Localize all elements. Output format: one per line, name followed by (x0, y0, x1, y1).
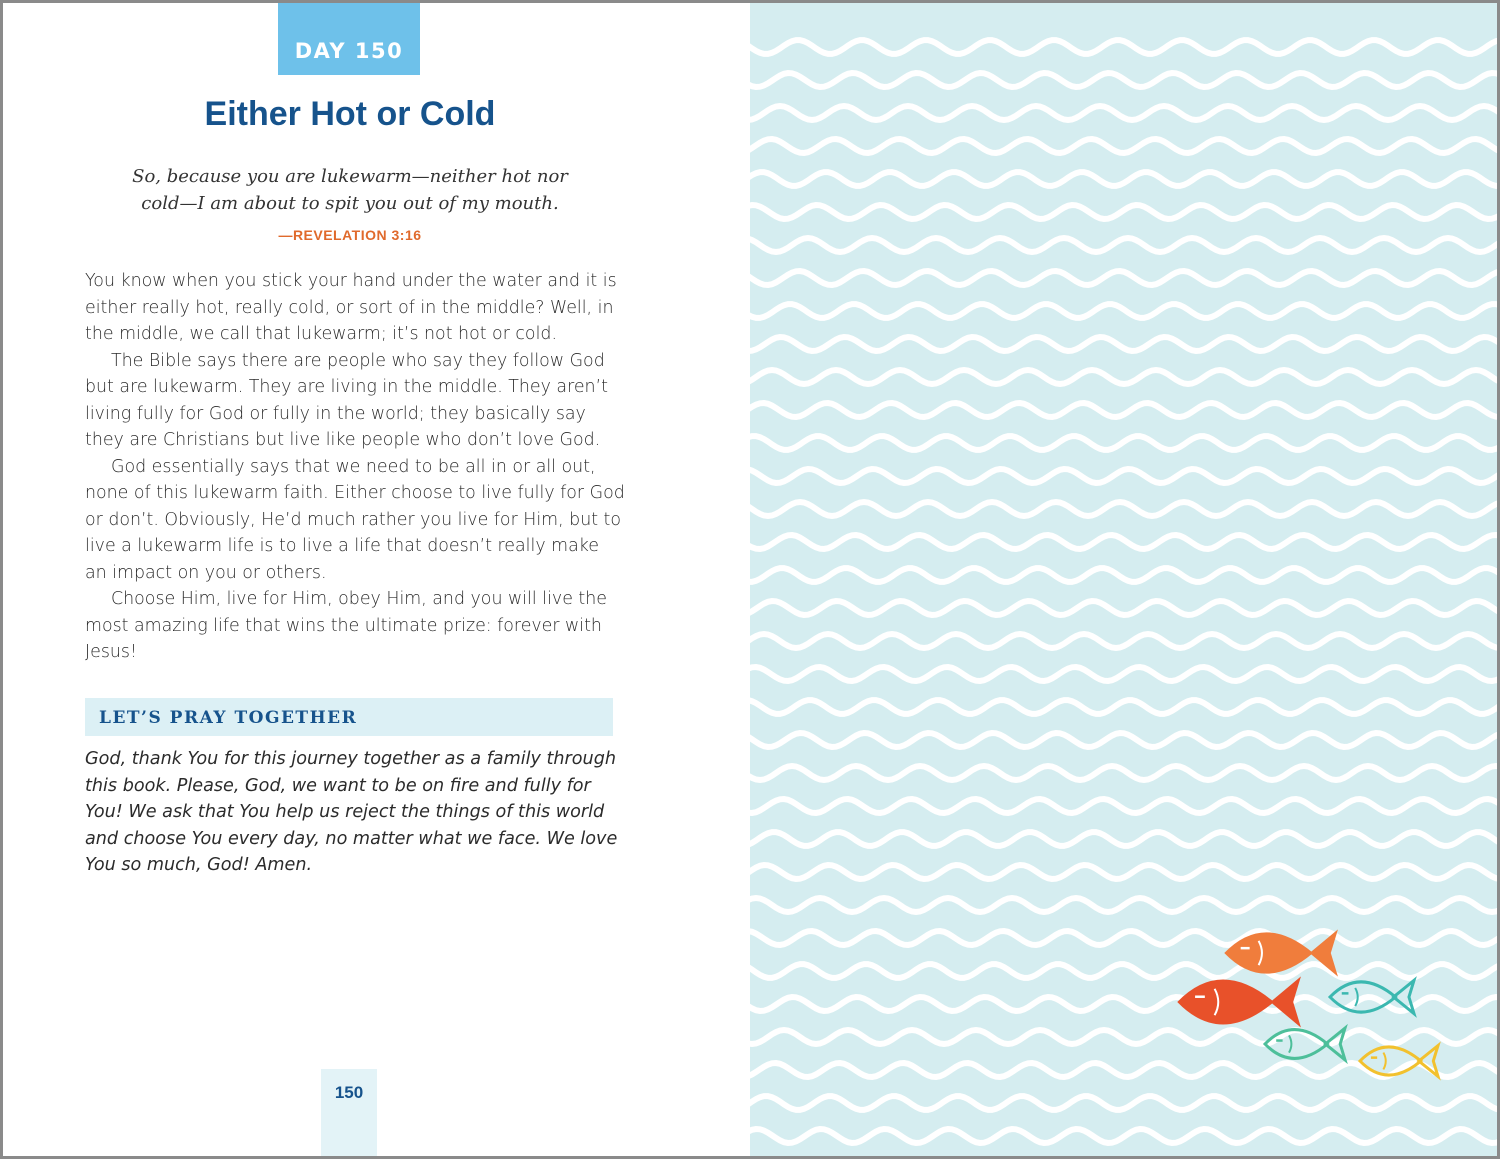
day-tab (278, 3, 420, 75)
prayer-heading-bar (85, 698, 613, 736)
wave-line (750, 73, 1497, 87)
page-number: 150 (334, 1083, 364, 1102)
wave-line (750, 832, 1497, 846)
prayer-heading: LET’S PRAY TOGETHER (99, 708, 358, 728)
wave-line (750, 106, 1497, 120)
wave-line (750, 238, 1497, 252)
day-label: DAY 150 (294, 39, 404, 63)
body-paragraph-3: God essentially says that we need to be all in or all out, none of this lukewarm faith. Either choose to live fully for God or don’t. Obviously, He’d much rather you live for Him, but to live a lukewarm life is to live a life that doesn’t really make an impact on you or others. (85, 456, 625, 583)
devotional-body (85, 268, 625, 666)
wave-line (750, 1096, 1497, 1110)
wave-line (750, 634, 1497, 648)
wave-line (750, 1129, 1497, 1143)
body-paragraph-2: The Bible says there are people who say they follow God but are lukewarm. They are living in the middle. They aren’t living fully for God or fully in the world; they basically say they are Christians but live like people who don’t love God. (85, 350, 608, 450)
wave-line (750, 535, 1497, 549)
wave-line (750, 1030, 1497, 1044)
wave-line (750, 865, 1497, 879)
wave-line (750, 964, 1497, 978)
prayer-text: God, thank You for this journey together as a family through this book. Please, God, we want to be on fire and fully for You! We ask that You help us reject the things of this world and choose You every day, no matter what we face. We love You so much, God! Amen. (85, 749, 618, 876)
wave-line (750, 601, 1497, 615)
wave-line (750, 898, 1497, 912)
scripture-verse (113, 163, 587, 217)
page-title: Either Hot or Cold (204, 95, 496, 133)
wave-line (750, 799, 1497, 813)
wave-pattern (750, 3, 1497, 1156)
wave-line (750, 667, 1497, 681)
fish-gill (1383, 1053, 1385, 1070)
wave-line (750, 436, 1497, 450)
wave-line (750, 568, 1497, 582)
red-fish-icon (1178, 978, 1300, 1026)
wave-line (750, 40, 1497, 54)
wave-line (750, 139, 1497, 153)
left-page (3, 3, 750, 1156)
decorative-page (750, 3, 1497, 1156)
page-number-tab (321, 1069, 377, 1156)
wave-line (750, 700, 1497, 714)
wave-line (750, 304, 1497, 318)
fish-gill (1355, 988, 1358, 1006)
wave-line (750, 205, 1497, 219)
wave-line (750, 172, 1497, 186)
wave-line (750, 733, 1497, 747)
verse-reference: —REVELATION 3:16 (278, 227, 422, 243)
wave-line (750, 403, 1497, 417)
wave-line (750, 337, 1497, 351)
fish-body (1178, 980, 1273, 1024)
wave-line (750, 931, 1497, 945)
wave-line (750, 370, 1497, 384)
wave-line (750, 271, 1497, 285)
wave-line (750, 469, 1497, 483)
body-paragraph-1: You know when you stick your hand under the water and it is either really hot, really cold, or sort of in the middle? Well, in the middle, we call that lukewarm; it’s not hot or cold. (85, 271, 617, 344)
verse-line-1: So, because you are lukewarm—neither hot nor (132, 166, 568, 187)
body-paragraph-4: Choose Him, live for Him, obey Him, and you will live the most amazing life that wins the ultimate prize: forever with Jesus! (85, 589, 607, 662)
wave-line (750, 766, 1497, 780)
wave-line (750, 502, 1497, 516)
fish-gill (1289, 1035, 1291, 1052)
verse-line-2: cold—I am about to spit you out of my mouth. (141, 193, 559, 214)
